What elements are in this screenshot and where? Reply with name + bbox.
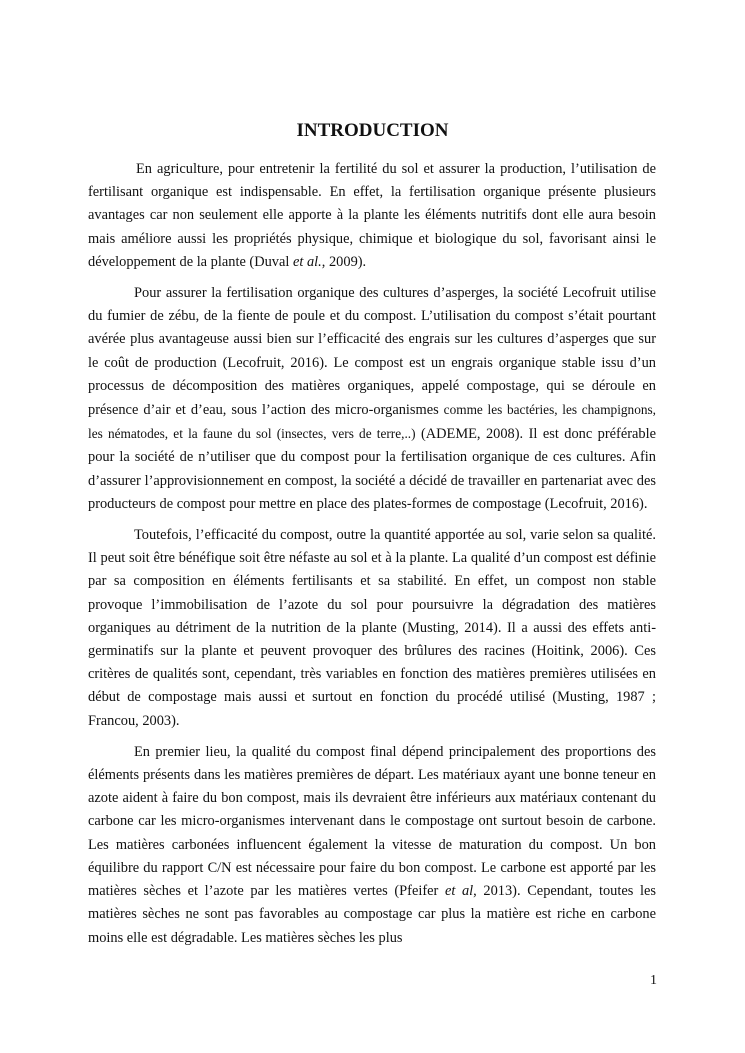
paragraph-1-end: , 2009). <box>321 253 367 270</box>
paragraph-4 <box>88 741 656 950</box>
paragraph-3: Toutefois, l’efficacité du compost, outre la quantité apportée au sol, varie selon sa qualité. Il peut soit être bénéfique soit être néfaste au sol et à la plante. La qualité d’un compost est définie par sa composition en éléments fertilisants et sa stabilité. En effet, un compost non stable provoque l’immobilisation de l’azote du sol pour poursuivre la dégradation des matières organiques au détriment de la nutrition de la plante (Musting, 2014). Il a aussi des effets anti-germinatifs sur la plante et peuvent provoquer des brûlures des racines (Hoitink, 2006). Ces critères de qualités sont, cependant, très variables en fonction des matières premières utilisées en début de compostage mais aussi et surtout en fonction du procédé utilisé (Musting, 1987 ; Francou, 2003). <box>88 527 656 729</box>
paragraph-1-italic: et al. <box>293 253 322 270</box>
paragraph-4-italic: et al <box>444 883 474 900</box>
paragraph-1 <box>88 158 656 274</box>
paragraph-4-end: , 2013). Cependant, toutes les matières sèches ne sont pas favorables au compostage car plus la matière est riche en carbone moins elle est dégradable. Les matières sèches les plus <box>88 883 656 946</box>
body-text <box>88 158 656 958</box>
page-title: INTRODUCTION <box>296 120 449 141</box>
paragraph-1-text: En agriculture, pour entretenir la fertilité du sol et assurer la production, l’utilisation de fertilisant organique est indispensable. En effet, la fertilisation organique présente plusieurs avantages car non seulement elle apporte à la plante les éléments nutritifs dont elle aura besoin mais améliore aussi les propriétés physique, chimique et biologique du sol, favorisant ainsi le développement de la plante (Duval <box>88 161 656 270</box>
paragraph-2-end: (ADEME, 2008). Il est donc préférable pour la société de n’utiliser que du compost pour la fertilisation organique de ces cultures. Afin d’assurer l’approvisionnement en compost, la société a décidé de travailler en partenariat avec des producteurs de compost pour mettre en place des plates-formes de compostage (Lecofruit, 2016). <box>88 426 656 512</box>
paragraph-2 <box>88 282 656 516</box>
paragraph-2-text: Pour assurer la fertilisation organique des cultures d’asperges, la société Lecofruit utilise du fumier de zébu, de la fiente de poule et du compost. L’utilisation du compost s’était pourtant avérée plus avantageuse aussi bien sur l’efficacité des engrais sur les cultures d’asperges que sur le coût de production (Lecofruit, 2016). Le compost est un engrais organique stable issu d’un processus de décomposition des matières organiques, appelé compostage, qui se déroule en présence d’air et d’eau, sous l’action des micro-organismes <box>88 285 656 419</box>
paragraph-2-small-text: comme les bactéries, les champignons, les nématodes, et la faune du sol (insectes, vers de terre,..) <box>88 402 656 442</box>
page-number: 1 <box>650 973 657 988</box>
paragraph-4-text: En premier lieu, la qualité du compost final dépend principalement des proportions des éléments présents dans les matières premières de départ. Les matériaux ayant une bonne teneur en azote aident à faire du bon compost, mais ils devraient être inférieurs aux matériaux contenant du carbone car les micro-organismes intervenant dans le compostage ont surtout besoin de carbone. Les matières carbonées influencent également la vitesse de maturation du compost. Un bon équilibre du rapport C/N est nécessaire pour faire du bon compost. Le carbone est apporté par les matières sèches et l’azote par les matières vertes (Pfeifer <box>88 743 656 900</box>
